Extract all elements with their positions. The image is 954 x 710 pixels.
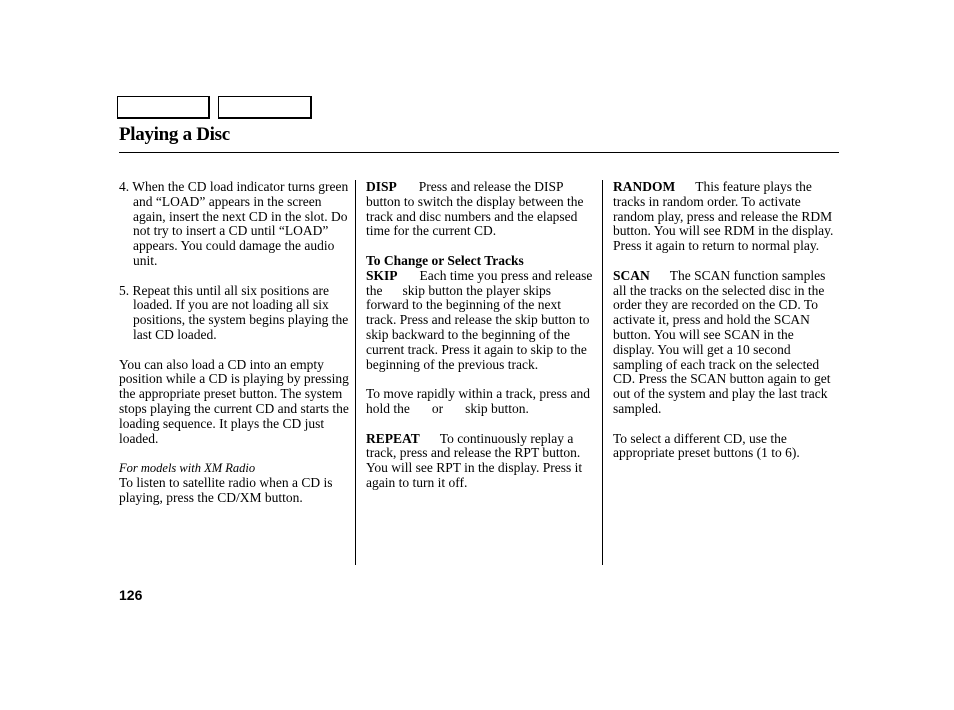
paragraph-disp [366,180,594,239]
disp-label: DISP [366,179,397,194]
column-3 [613,180,838,461]
page-title: Playing a Disc [119,124,230,145]
nav-box-next[interactable] [218,96,312,119]
paragraph-empty-position: You can also load a CD into an empty position while a CD is playing by pressing the appropriate preset button. The system stops playing the current CD and starts the loading sequence. It plays the CD just loaded. [119,356,349,446]
disp-text: Press and release the DISP button to switch the display between the track and disc numbers and the elapsed time for the current CD. [366,179,584,239]
skip-label: SKIP [366,267,398,283]
skip-text-part2: skip button the player skips forward to the beginning of the next track. Press and release the skip button to skip backward to the beginning of the current track. Press it again to skip to the beginning of the previous track. [366,282,590,372]
skip-text-part1: Each time you press and release the [366,267,593,298]
random-label: RANDOM [613,179,676,194]
repeat-label: REPEAT [366,430,420,446]
move-text-part1: To move rapidly within a track, press and hold the [366,386,590,416]
step-4: 4. When the CD load indicator turns green and “LOAD” appears in the screen again, insert the next CD in the slot. Do not try to insert a CD until “LOAD” appears. You could damage the audio unit. [119,179,349,268]
column-divider-2 [602,180,603,565]
paragraph-repeat [366,432,594,491]
column-2 [366,180,594,491]
nav-box-previous[interactable] [117,96,210,119]
column-divider-1 [355,180,356,565]
step-5: 5. Repeat this until all six positions are loaded. If you are not loading all six positions, the system begins playing the last CD loaded. [119,282,349,342]
repeat-text: To continuously replay a track, press and release the RPT button. You will see RPT in the display. Press it again to turn it off. [366,430,583,490]
scan-label: SCAN [613,267,650,283]
move-text-or: or [431,400,444,416]
paragraph-random [613,180,838,254]
scan-text: The SCAN function samples all the tracks on the selected disc in the order they are recorded on the CD. To activate it, press and hold the SCAN button. You will see SCAN in the display. You will get a 10 second sampling of each track on the selected CD. Press the SCAN button again to get out of the system and play the last track sampled. [613,267,831,416]
page-number: 126 [119,587,143,603]
column-1 [119,180,349,506]
move-text-part2: skip button. [465,400,529,416]
paragraph-select-cd: To select a different CD, use the appropriate preset buttons (1 to 6). [613,430,800,461]
paragraph-move-rapidly [366,387,594,417]
paragraph-scan [613,269,838,417]
paragraph-skip [366,269,594,373]
xm-models-note: For models with XM Radio [119,461,256,476]
change-tracks-heading: To Change or Select Tracks [366,252,524,268]
paragraph-xm-radio: To listen to satellite radio when a CD is playing, press the CD/XM button. [119,474,333,505]
random-text: This feature plays the tracks in random order. To activate random play, press and release the RDM button. You will see RDM in the display. Press it again to return to normal play. [613,179,834,254]
title-rule [119,152,839,153]
